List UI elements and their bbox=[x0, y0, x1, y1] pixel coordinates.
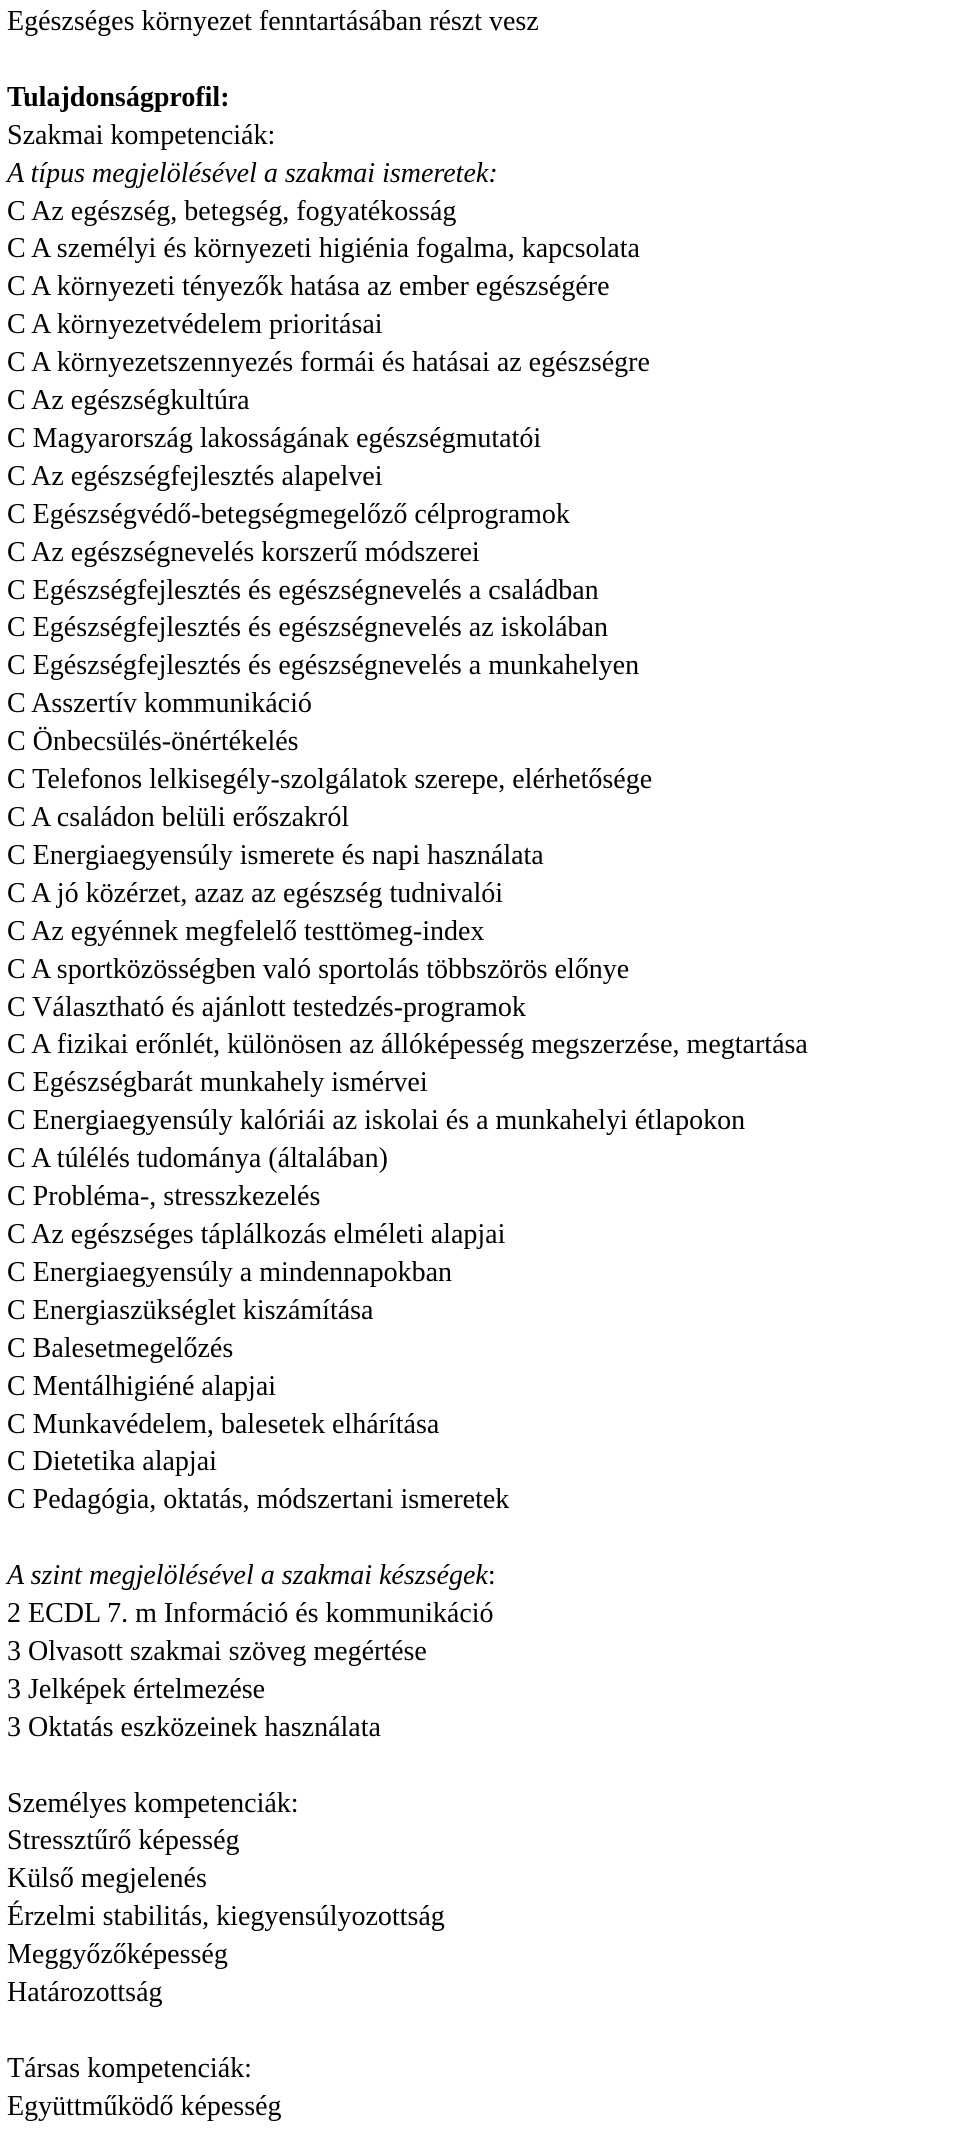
knowledge-intro: A típus megjelölésével a szakmai ismeretek: bbox=[7, 157, 498, 189]
list-item: C Az egészségfejlesztés alapelvei bbox=[7, 460, 383, 492]
profile-heading: Tulajdonságprofil: bbox=[7, 81, 230, 113]
list-item: C Egészségfejlesztés és egészségnevelés a családban bbox=[7, 574, 599, 606]
knowledge-list bbox=[7, 193, 960, 1520]
personal-competences-label: Személyes kompetenciák: bbox=[7, 1787, 299, 1819]
list-item: C A környezetszennyezés formái és hatásai az egészségre bbox=[7, 347, 650, 379]
blank-line bbox=[7, 1519, 960, 1557]
personal-list bbox=[7, 1822, 960, 2012]
list-item: C A családon belüli erőszakról bbox=[7, 802, 350, 834]
document-top-line: Egészséges környezet fenntartásában részt vesz bbox=[7, 6, 539, 37]
list-item: C Energiaegyensúly ismerete és napi használata bbox=[7, 839, 544, 871]
document-page bbox=[0, 3, 960, 2133]
skills-list bbox=[7, 1595, 960, 1747]
list-item: Határozottság bbox=[7, 1977, 163, 2009]
list-item: C Az egyénnek megfelelő testtömeg-index bbox=[7, 915, 485, 947]
skills-intro bbox=[7, 1557, 960, 1595]
skills-intro-text: A szint megjelölésével a szakmai készségek bbox=[7, 1560, 488, 1592]
list-item: 3 Oktatás eszközeinek használata bbox=[7, 1711, 381, 1743]
list-item: C Egészségbarát munkahely ismérvei bbox=[7, 1067, 428, 1099]
list-item: C A sportközösségben való sportolás többszörös előnye bbox=[7, 953, 630, 985]
list-item: Együttműködő képesség bbox=[7, 2090, 282, 2122]
list-item: C Asszertív kommunikáció bbox=[7, 688, 312, 720]
list-item: C Az egészséges táplálkozás elméleti alapjai bbox=[7, 1218, 506, 1250]
list-item: C A jó közérzet, azaz az egészség tudnivalói bbox=[7, 877, 504, 909]
list-item: C Egészségfejlesztés és egészségnevelés az iskolában bbox=[7, 612, 608, 644]
list-item: C Egészségfejlesztés és egészségnevelés a munkahelyen bbox=[7, 650, 640, 682]
list-item: C Energiaegyensúly a mindennapokban bbox=[7, 1256, 453, 1288]
list-item: C Probléma-, stresszkezelés bbox=[7, 1181, 321, 1213]
blank-line bbox=[7, 2012, 960, 2050]
list-item: C Az egészség, betegség, fogyatékosság bbox=[7, 195, 457, 227]
list-item: C Munkavédelem, balesetek elhárítása bbox=[7, 1408, 440, 1440]
list-item: 2 ECDL 7. m Információ és kommunikáció bbox=[7, 1598, 494, 1630]
list-item: 3 Olvasott szakmai szöveg megértése bbox=[7, 1635, 427, 1667]
list-item: C A fizikai erőnlét, különösen az állóképesség megszerzése, megtartása bbox=[7, 1029, 808, 1061]
list-item: C Energiaegyensúly kalóriái az iskolai és a munkahelyi étlapokon bbox=[7, 1105, 746, 1137]
skills-intro-colon: : bbox=[487, 1560, 496, 1592]
list-item: C Egészségvédő-betegségmegelőző célprogramok bbox=[7, 498, 570, 530]
list-item: Stressztűrő képesség bbox=[7, 1825, 240, 1857]
list-item: C Balesetmegelőzés bbox=[7, 1332, 234, 1364]
list-item: C A környezeti tényezők hatása az ember egészségére bbox=[7, 271, 610, 303]
list-item: C Magyarország lakosságának egészségmutatói bbox=[7, 422, 542, 454]
list-item: C Önbecsülés-önértékelés bbox=[7, 726, 299, 758]
list-item: 3 Jelképek értelmezése bbox=[7, 1673, 266, 1705]
list-item: Külső megjelenés bbox=[7, 1863, 207, 1895]
list-item: C Pedagógia, oktatás, módszertani ismeretek bbox=[7, 1484, 510, 1516]
list-item: Meggyőzőképesség bbox=[7, 1939, 228, 1971]
social-competences-label: Társas kompetenciák: bbox=[7, 2052, 252, 2084]
list-item: C Dietetika alapjai bbox=[7, 1446, 217, 1478]
list-item: C Mentálhigiéné alapjai bbox=[7, 1370, 277, 1402]
list-item: C A túlélés tudománya (általában) bbox=[7, 1143, 389, 1175]
social-list bbox=[7, 2088, 960, 2126]
professional-competences-label: Szakmai kompetenciák: bbox=[7, 119, 276, 151]
blank-line bbox=[7, 1747, 960, 1785]
list-item: C Az egészségnevelés korszerű módszerei bbox=[7, 536, 480, 568]
list-item: C A személyi és környezeti higiénia fogalma, kapcsolata bbox=[7, 233, 640, 265]
blank-line bbox=[7, 41, 960, 79]
list-item: C Az egészségkultúra bbox=[7, 385, 250, 417]
list-item: Érzelmi stabilitás, kiegyensúlyozottság bbox=[7, 1901, 445, 1933]
list-item: C Telefonos lelkisegély-szolgálatok szerepe, elérhetősége bbox=[7, 764, 653, 796]
list-item: C Választható és ajánlott testedzés-programok bbox=[7, 991, 526, 1023]
list-item: C A környezetvédelem prioritásai bbox=[7, 309, 383, 341]
list-item: C Energiaszükséglet kiszámítása bbox=[7, 1294, 374, 1326]
